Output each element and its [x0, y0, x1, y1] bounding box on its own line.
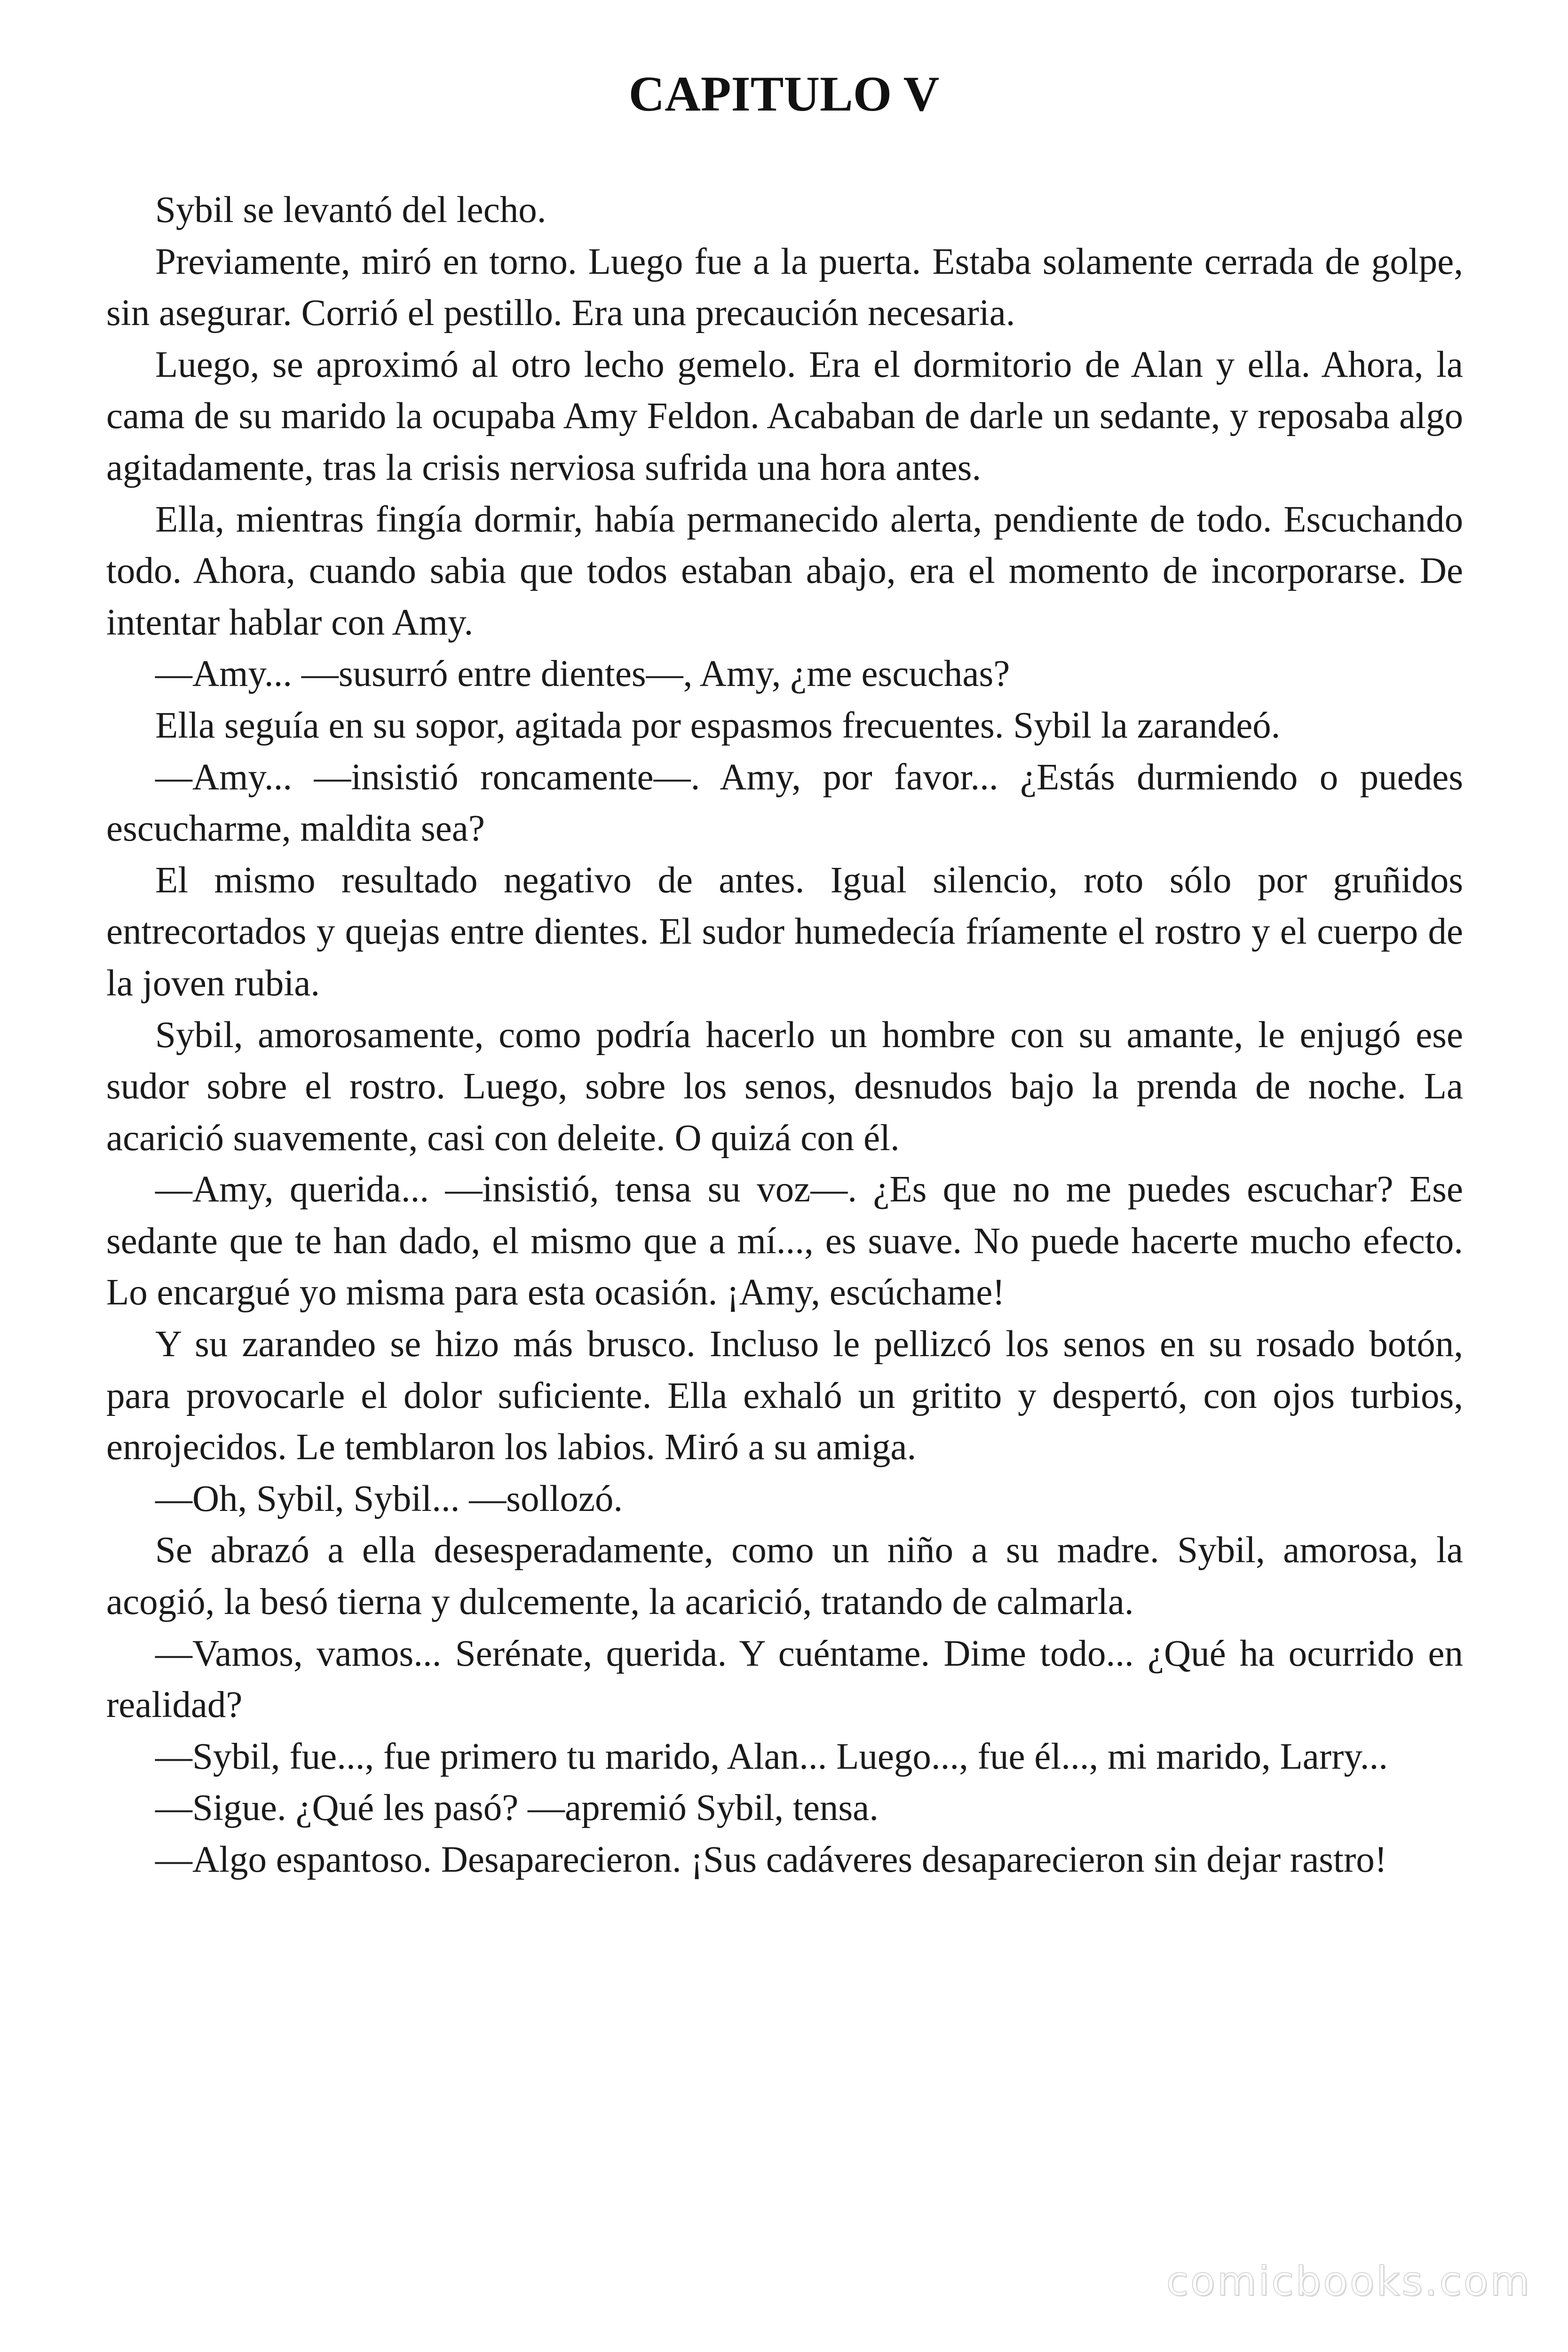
paragraph: Se abrazó a ella desesperadamente, como un niño a su madre. Sybil, amorosa, la acogió, la besó tierna y dulcemente, la acarició, tratando de calmarla.	[106, 1530, 1463, 1623]
paragraph: —Algo espantoso. Desaparecieron. ¡Sus cadáveres desaparecieron sin dejar rastro!	[155, 1839, 1387, 1880]
paragraph: Ella seguía en su sopor, agitada por espasmos frecuentes. Sybil la zarandeó.	[155, 705, 1281, 746]
paragraph: —Amy... —susurró entre dientes—, Amy, ¿me escuchas?	[155, 653, 1010, 695]
paragraph: Y su zarandeo se hizo más brusco. Incluso le pellizcó los senos en su rosado botón, para provocarle el dolor suficiente. Ella exhaló un gritito y despertó, con ojos turbios, enrojecidos. Le temblaron los labios. Miró a su amiga.	[106, 1324, 1463, 1468]
paragraph: —Sybil, fue..., fue primero tu marido, Alan... Luego..., fue él..., mi marido, Larry...	[155, 1736, 1388, 1777]
chapter-title: CAPITULO V	[628, 66, 940, 121]
chapter-body	[106, 184, 1463, 1886]
paragraph: Sybil se levantó del lecho.	[155, 190, 546, 230]
watermark: comicbooks.com	[1166, 2258, 1531, 2305]
paragraph: Previamente, miró en torno. Luego fue a la puerta. Estaba solamente cerrada de golpe, sin asegurar. Corrió el pestillo. Era una precaución necesaria.	[106, 241, 1463, 334]
paragraph: Luego, se aproximó al otro lecho gemelo. Era el dormitorio de Alan y ella. Ahora, la cama de su marido la ocupaba Amy Feldon. Acababan de darle un sedante, y reposaba algo agitadamente, tras la crisis nerviosa sufrida una hora antes.	[106, 344, 1463, 488]
paragraph: —Vamos, vamos... Serénate, querida. Y cuéntame. Dime todo... ¿Qué ha ocurrido en realidad?	[106, 1633, 1463, 1726]
paragraph: El mismo resultado negativo de antes. Igual silencio, roto sólo por gruñidos entrecortados y quejas entre dientes. El sudor humedecía fríamente el rostro y el cuerpo de la joven rubia.	[106, 859, 1463, 1004]
paragraph: —Sigue. ¿Qué les pasó? —apremió Sybil, tensa.	[155, 1788, 879, 1829]
paragraph: Ella, mientras fingía dormir, había permanecido alerta, pendiente de todo. Escuchando todo. Ahora, cuando sabia que todos estaban abajo, era el momento de incorporarse. De intentar hablar con Amy.	[106, 499, 1463, 643]
paragraph: —Amy, querida... —insistió, tensa su voz—. ¿Es que no me puedes escuchar? Ese sedante que te han dado, el mismo que a mí..., es suave. No puede hacerte mucho efecto. Lo encargué yo misma para esta ocasión. ¡Amy, escúchame!	[106, 1169, 1463, 1313]
paragraph: —Oh, Sybil, Sybil... —sollozó.	[155, 1478, 623, 1519]
paragraph: Sybil, amorosamente, como podría hacerlo un hombre con su amante, le enjugó ese sudor sobre el rostro. Luego, sobre los senos, desnudos bajo la prenda de noche. La acarició suavemente, casi con deleite. O quizá con él.	[106, 1014, 1463, 1159]
paragraph: —Amy... —insistió roncamente—. Amy, por favor... ¿Estás durmiendo o puedes escucharme, maldita sea?	[106, 756, 1463, 850]
